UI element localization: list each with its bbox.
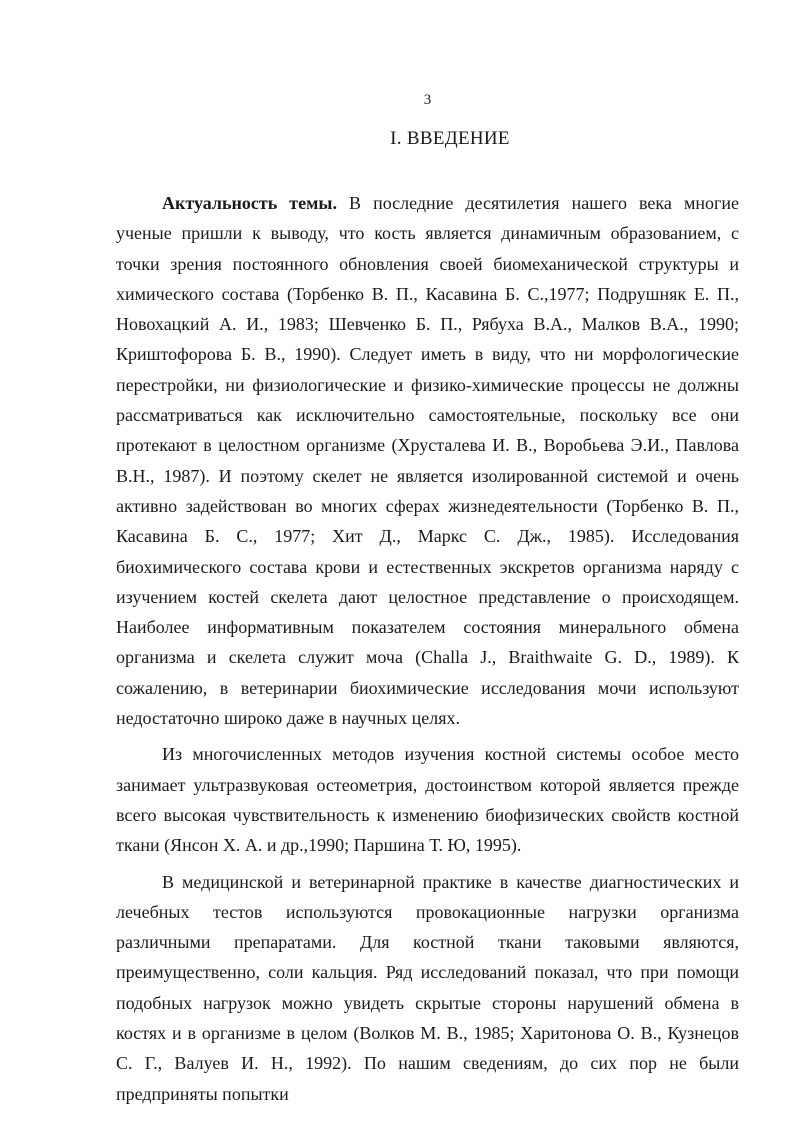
paragraph-3: В медицинской и ветеринарной практике в качестве диагностических и лечебных тестов используются провокационные нагрузки организма различными препаратами. Для костной ткани таковыми являются, преимущественно, соли кальция. Ряд исследований показал, что при помощи подобных нагрузок можно увидеть скрытые стороны нарушений обмена в костях и в организме в целом (Волков М. В., 1985; Харитонова О. В., Кузнецов С. Г., Валуев И. Н., 1992). По нашим сведениям, до сих пор не были предприняты попытки <box>116 871 739 1104</box>
paragraph-1-text: В последние десятилетия нашего века многие ученые пришли к выводу, что кость является динамичным образованием, с точки зрения постоянного обновления своей биомеханической структуры и химического состава (Торбенко В. П., Касавина Б. С.,1977; Подрушняк Е. П., Новохацкий А. И., 1983; Шевченко Б. П., Рябуха В.А., Малков В.А., 1990; Криштофорова Б. В., 1990). Следует иметь в виду, что ни морфологические перестройки, ни физиологические и физико-химические процессы не должны рассматриваться как исключительно самостоятельные, поскольку все они протекают в целостном организме (Хрусталева И. В., Воробьева Э.И., Павлова В.Н., 1987). И поэтому скелет не является изолированной системой и очень активно задействован во многих сферах жизнедеятельности (Торбенко В. П., Касавина Б. С., 1977; Хит Д., Маркс С. Дж., 1985). Исследования биохимического состава крови и естественных экскретов организма наряду с изучением костей скелета дают целостное представление о происходящем. Наиболее информативным показателем состояния минерального обмена организма и скелета служит моча (Challa J., Braithwaite G. D., 1989). К сожалению, в ветеринарии биохимические исследования мочи используют недостаточно широко даже в научных целях. <box>116 193 739 729</box>
section-heading: I. ВВЕДЕНИЕ <box>390 128 510 149</box>
paragraph-1 <box>116 188 739 733</box>
page-number: 3 <box>423 92 432 108</box>
paragraph-2: Из многочисленных методов изучения костной системы особое место занимает ультразвуковая остеометрия, достоинством которой является прежде всего высокая чувствительность к изменению биофизических свойств костной ткани (Янсон Х. А. и др.,1990; Паршина Т. Ю, 1995). <box>116 744 739 856</box>
paragraph-1-lead: Актуальность темы. <box>162 193 337 213</box>
body-text <box>116 188 739 1109</box>
